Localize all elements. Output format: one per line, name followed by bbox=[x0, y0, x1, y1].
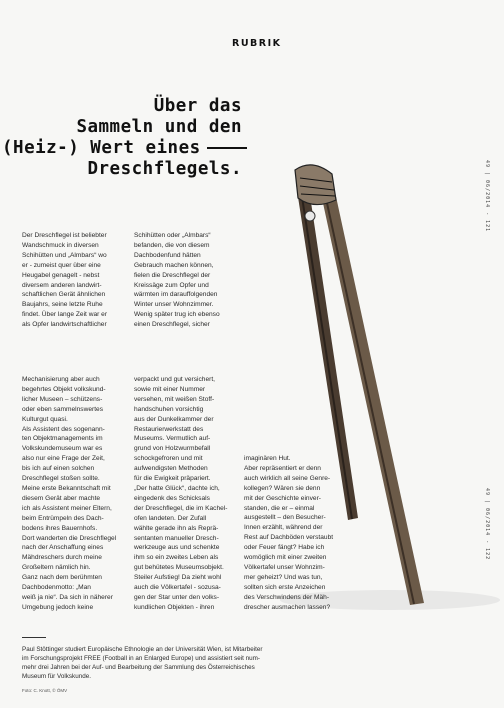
c2t-line: Wenig später trug ich ebenso bbox=[134, 311, 220, 319]
c1b-line: bodens ihres Bauernhofs. bbox=[22, 524, 98, 532]
c2b-line: wählte gerade ihn als Reprä- bbox=[134, 524, 219, 532]
c1t-line: er - zumeist quer über eine bbox=[22, 261, 101, 269]
c2t-line: Winter unser Wohnzimmer. bbox=[134, 301, 214, 309]
c3b-line: kollegen? Wären sie denn bbox=[244, 484, 321, 492]
section-label: RUBRIK bbox=[232, 38, 282, 49]
title-dash bbox=[207, 147, 247, 149]
c1b-line: Dachbodenmotto: „Man bbox=[22, 584, 91, 592]
c2b-line: für die Ewigkeit präpariert. bbox=[134, 475, 211, 483]
title-line-4: Dreschflegels. bbox=[87, 159, 242, 179]
c1b-line: Dreschflegel stoßen sollte. bbox=[22, 475, 100, 483]
c2t-line: Schihütten oder „Almbars“ bbox=[134, 232, 211, 239]
c2b-line: ofen landeten. Der Zufall bbox=[134, 514, 207, 522]
c3b-line: imaginären Hut. bbox=[244, 455, 291, 462]
c3b-line: mer geheizt? Und was tun, bbox=[244, 573, 323, 581]
c2b-line: auch die Völkertafel - sozusa- bbox=[134, 584, 221, 592]
c1b-line: begehrtes Objekt volkskund- bbox=[22, 385, 106, 393]
c1b-line: Umgebung jedoch keine bbox=[22, 603, 94, 611]
c1b-line: beim Entrümpeln des Dach- bbox=[22, 514, 104, 522]
c1t-line: schaftlichen Gerät ähnlichen bbox=[22, 291, 106, 299]
c1b-line: Dort wanderten die Dreschflegel bbox=[22, 534, 117, 542]
c1b-line: bis ich auf einen solchen bbox=[22, 465, 95, 473]
c2b-line: kundlichen Objekten - ihren bbox=[134, 603, 215, 611]
c3b-line: oder Feuer fängt? Habe ich bbox=[244, 544, 325, 552]
c1t-line: findet. Über lange Zeit war er bbox=[22, 311, 108, 319]
c1b-line: ten Objektmanagements im bbox=[22, 435, 103, 443]
c2t-line: einen Dreschflegel, sicher bbox=[134, 321, 210, 329]
c2t-line: befanden, die von diesem bbox=[134, 241, 210, 249]
c1t-line: als Opfer landwirtschaftlicher bbox=[22, 321, 107, 329]
c1b-line: nach der Anschaffung eines bbox=[22, 544, 104, 552]
footer-rule bbox=[22, 637, 46, 638]
c2b-line: Steiler Aufstieg! Da zieht wohl bbox=[134, 574, 222, 582]
title-line-3 bbox=[2, 138, 242, 159]
c3b-line: drescher ausmachen lassen? bbox=[244, 603, 331, 611]
page-marker-bottom: 49 | 06/2014 - 122 bbox=[484, 488, 490, 561]
c1b-line: Als Assistent des sogenann- bbox=[22, 425, 105, 433]
bio-line: mehr drei Jahren bei der Auf- und Bearbeitung der Sammlung des Österreichisches bbox=[22, 664, 255, 671]
c1b-line: weiß ja nie“. Da sich in näherer bbox=[22, 593, 113, 601]
flail-tag bbox=[305, 211, 315, 221]
c1t-line: Wandschmuck in diversen bbox=[22, 241, 99, 249]
bio-line: im Forschungsprojekt FREE (Football in an Enlarged Europe) und assistiert seit num- bbox=[22, 655, 260, 662]
bio-line: Paul Stöttinger studiert Europäische Ethnologie an der Universität Wien, ist Mitarbeiter bbox=[22, 646, 263, 653]
c2b-line: Museums. Vermutlich auf- bbox=[134, 435, 211, 443]
column-1-bottom bbox=[22, 375, 126, 613]
c2t-line: fielen die Dreschflegel der bbox=[134, 271, 211, 279]
c2t-line: Kreissäge zum Opfer und bbox=[134, 281, 209, 289]
c1b-line: Mähdreschers durch meine bbox=[22, 554, 102, 562]
c1t-line: Schihütten und „Almbars“ wo bbox=[22, 251, 107, 259]
c2t-line: Gebrauch machen können, bbox=[134, 261, 214, 269]
c3b-line: auch wirklich all seine Genre- bbox=[244, 474, 331, 482]
c1b-line: diesem Gerät aber machte bbox=[22, 494, 101, 502]
title-line-1: Über das bbox=[153, 96, 242, 116]
c1b-line: Kulturgut quasi. bbox=[22, 415, 68, 423]
c1b-line: licher Museen – schützens- bbox=[22, 395, 103, 403]
c2b-line: werkzeuge aus und schenkte bbox=[134, 544, 220, 552]
c1t-line: diversem anderen landwirt- bbox=[22, 281, 102, 289]
c1b-line: oder eben sammelnswertes bbox=[22, 405, 103, 413]
column-3-bottom bbox=[244, 454, 362, 613]
c1b-line: also nur eine Frage der Zeit, bbox=[22, 455, 105, 463]
c1b-line: Mechanisierung aber auch bbox=[22, 376, 100, 383]
c2b-line: sentanten manueller Dresch- bbox=[134, 534, 219, 542]
flail-joint bbox=[295, 165, 336, 205]
c1b-line: Ganz nach dem berühmten bbox=[22, 574, 102, 582]
title-line-2: Sammeln und den bbox=[76, 117, 242, 137]
c3b-line: Aber repräsentiert er denn bbox=[244, 464, 321, 472]
c2b-line: schockgefroren und mit bbox=[134, 455, 203, 463]
c2b-line: gut behütetes Museumsobjekt. bbox=[134, 564, 224, 572]
c2b-line: handschuhen vorsichtig bbox=[134, 405, 204, 413]
c2b-line: aufwendigsten Methoden bbox=[134, 465, 208, 473]
c3b-line: Rest auf Dachböden verstaubt bbox=[244, 534, 334, 542]
c1t-line: Der Dreschflegel ist beliebter bbox=[22, 232, 107, 239]
c2b-line: sowie mit einer Nummer bbox=[134, 385, 206, 393]
title-line-3-text: (Heiz-) Wert eines bbox=[2, 138, 201, 158]
c2b-line: der Dreschflegel, die im Kachel- bbox=[134, 504, 228, 512]
c2b-line: ihm so ein zweites Leben als bbox=[134, 554, 219, 562]
article-title bbox=[2, 96, 242, 180]
c2b-line: Restaurierwerkstatt des bbox=[134, 425, 204, 433]
c3b-line: womöglich mit einer zweiten bbox=[244, 554, 327, 562]
c2b-line: gen der Star unter den volks- bbox=[134, 593, 220, 601]
photo-credit: Foto: C. Knott, © ÖMV bbox=[22, 688, 68, 693]
c3b-line: sollten sich erste Anzeichen bbox=[244, 583, 326, 591]
c2t-line: wärmten im darauffolgenden bbox=[134, 291, 218, 299]
c3b-line: ausgestellt – den Besucher- bbox=[244, 514, 326, 522]
c2t-line: Dachbodenfund hätten bbox=[134, 251, 201, 259]
c2b-line: aus der Dunkelkammer der bbox=[134, 415, 214, 423]
c3b-line: mit der Geschichte einver- bbox=[244, 494, 321, 502]
c3b-line: des Verschwindens der Mäh- bbox=[244, 593, 330, 601]
c1t-line: Heugabel genagelt - nebst bbox=[22, 271, 100, 279]
c2b-line: verpackt und gut versichert, bbox=[134, 376, 215, 383]
bio-line: Museum für Volkskunde. bbox=[22, 673, 91, 680]
c1b-line: ich als Assistent meiner Eltern, bbox=[22, 504, 112, 512]
column-2-bottom bbox=[134, 375, 242, 613]
column-1-top bbox=[22, 231, 122, 330]
author-bio bbox=[22, 645, 462, 681]
c2b-line: versehen, mit weißen Stoff- bbox=[134, 395, 215, 403]
c1b-line: Volkskundemuseum war es bbox=[22, 445, 103, 453]
c2b-line: „Der hatte Glück“, dachte ich, bbox=[134, 484, 220, 492]
page-marker-top: 49 | 06/2014 - 121 bbox=[484, 160, 490, 233]
c3b-line: Innen erzählt, während der bbox=[244, 524, 323, 532]
c1b-line: Großeltern nämlich hin. bbox=[22, 564, 91, 572]
c3b-line: Völkertafel unser Wohnzim- bbox=[244, 563, 325, 571]
c1b-line: Meine erste Bekanntschaft mit bbox=[22, 484, 111, 492]
c2b-line: grund von Holzwurmbefall bbox=[134, 445, 211, 453]
c3b-line: standen, die er – einmal bbox=[244, 504, 315, 512]
c2b-line: eingedenk des Schicksals bbox=[134, 494, 210, 502]
column-2-top bbox=[134, 231, 238, 330]
c1t-line: Baujahrs, seine letzte Ruhe bbox=[22, 301, 103, 309]
